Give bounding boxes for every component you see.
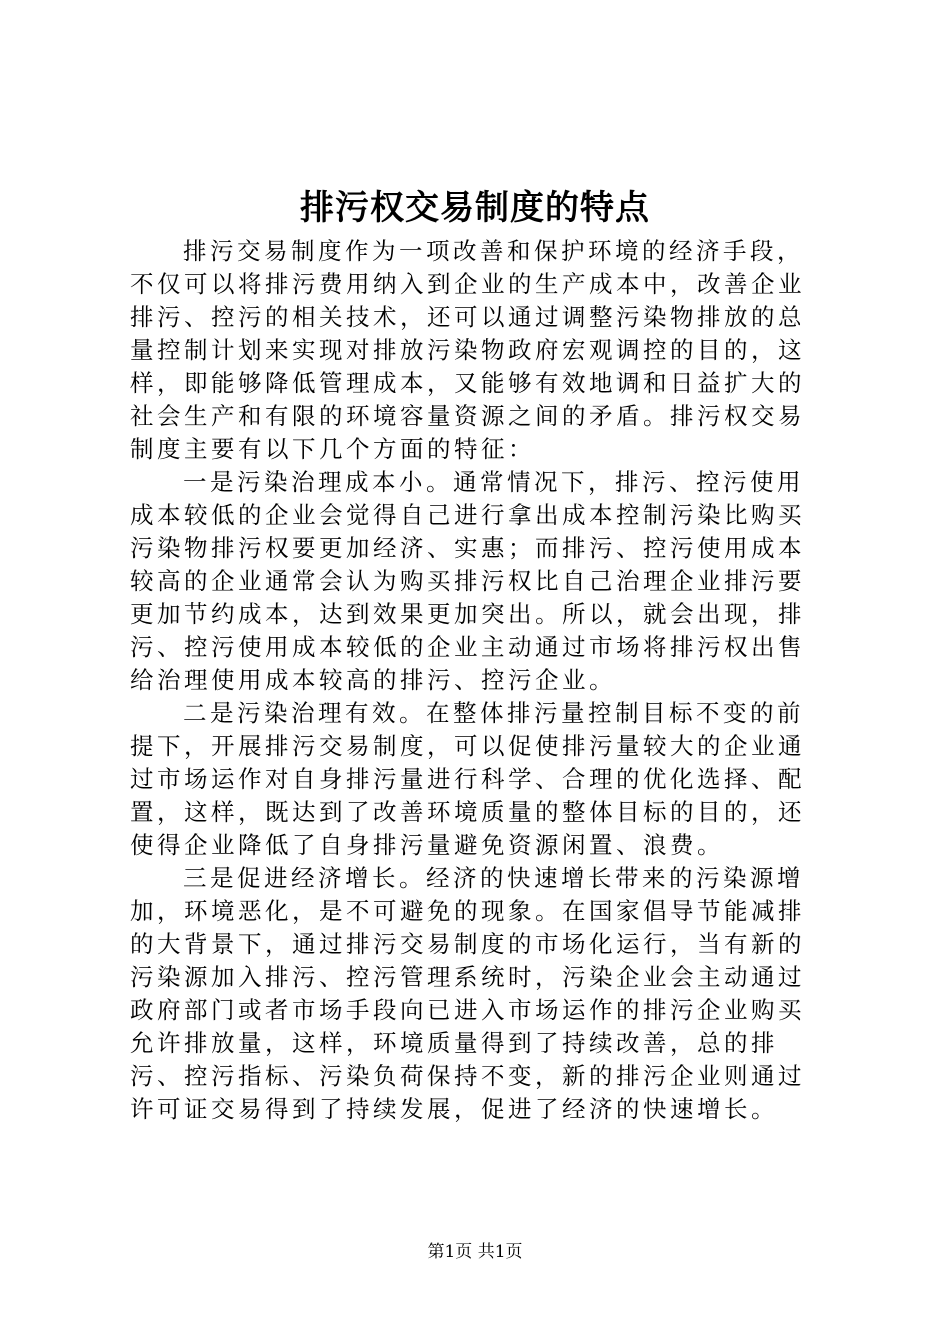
- page-footer: 第1页 共1页: [427, 1242, 523, 1262]
- paragraph-intro: 排污交易制度作为一项改善和保护环境的经济手段，不仅可以将排污费用纳入到企业的生产成本中，改善企业排污、控污的相关技术，还可以通过调整污染物排放的总量控制计划来实现对排放污染物政府宏观调控的目的，这样，即能够降低管理成本，又能够有效地调和日益扩大的社会生产和有限的环境容量资源之间的矛盾。排污权交易制度主要有以下几个方面的特征：: [130, 237, 805, 463]
- document-body: [130, 235, 830, 1126]
- paragraph-feature-one: 一是污染治理成本小。通常情况下，排污、控污使用成本较低的企业会觉得自己进行拿出成本控制污染比购买污染物排污权要更加经济、实惠；而排污、控污使用成本较高的企业通常会认为购买排污权比自己治理企业排污要更加节约成本，达到效果更加突出。所以，就会出现，排污、控污使用成本较低的企业主动通过市场将排污权出售给治理使用成本较高的排污、控污企业。: [130, 468, 805, 694]
- paragraph-feature-two: 二是污染治理有效。在整体排污量控制目标不变的前提下，开展排污交易制度，可以促使排污量较大的企业通过市场运作对自身排污量进行科学、合理的优化选择、配置，这样，既达到了改善环境质量的整体目标的目的，还使得企业降低了自身排污量避免资源闲置、浪费。: [130, 699, 805, 859]
- document-title: 排污权交易制度的特点: [300, 188, 650, 228]
- paragraph-feature-three: 三是促进经济增长。经济的快速增长带来的污染源增加，环境恶化，是不可避免的现象。在国家倡导节能减排的大背景下，通过排污交易制度的市场化运行，当有新的污染源加入排污、控污管理系统时，污染企业会主动通过政府部门或者市场手段向已进入市场运作的排污企业购买允许排放量，这样，环境质量得到了持续改善，总的排污、控污指标、污染负荷保持不变，新的排污企业则通过许可证交易得到了持续发展，促进了经济的快速增长。: [130, 864, 805, 1123]
